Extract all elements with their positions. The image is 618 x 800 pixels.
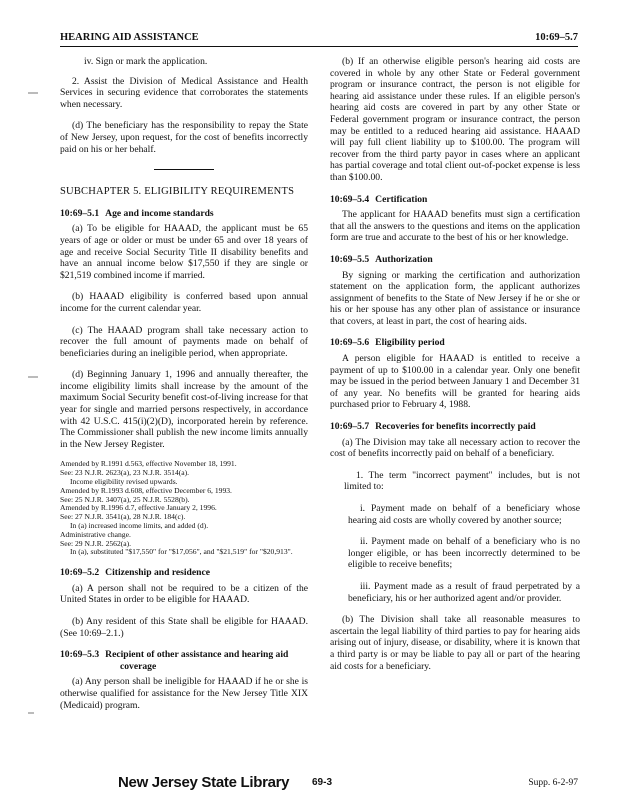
section-title: Authorization — [375, 253, 433, 265]
paragraph-5-7-b: (b) The Division shall take all reasonable measures to ascertain the legal liability of third parties to pay for hearing aids arising out of injury, disease, or disability, where it is known that a third party is or may be liable to pay all or part of the hearing aid costs for a beneficiary. — [330, 614, 580, 672]
page-number: 69-3 — [312, 777, 333, 788]
section-number: 10:69–5.6 — [330, 337, 370, 349]
paragraph-5-5: By signing or marking the certification and authorization statement on the application form, the applicant authorizes assignment of benefits to the State of New Jersey if he or she or his or her spouse has any other plan of assistance or insurance that covers, at least in part, the cost of hearing aids. — [330, 269, 580, 327]
note-line: In (a), substituted "$17,550" for "$17,056", and "$21,519" for "$20,913". — [70, 547, 293, 557]
section-heading-5-1 — [60, 208, 308, 220]
header-section-number: 10:69–5.7 — [535, 32, 578, 43]
paragraph-5-7-a: (a) The Division may take all necessary action to recover the cost of benefits incorrectly paid on behalf of a beneficiary. — [330, 436, 580, 460]
scan-mark — [28, 712, 34, 714]
section-number: 10:69–5.5 — [330, 253, 370, 265]
paragraph-5-7-iii: iii. Payment made as a result of fraud perpetrated by a beneficiary, his or her authorized agent and/or provider. — [348, 580, 580, 604]
section-title: Certification — [375, 193, 428, 205]
section-number: 10:69–5.1 — [60, 207, 100, 219]
paragraph-5-4: The applicant for HAAAD benefits must sign a certification that all the answers to the questions and items on the application form are true and accurate to the best of his or her knowledge. — [330, 209, 580, 244]
header-title: HEARING AID ASSISTANCE — [60, 32, 199, 43]
section-number: 10:69–5.2 — [60, 567, 100, 579]
paragraph-d: (d) The beneficiary has the responsibility to repay the State of New Jersey, upon request, for the cost of benefits incorrectly paid on his or her behalf. — [60, 120, 308, 155]
section-heading-5-7 — [330, 421, 580, 433]
left-column — [60, 56, 308, 721]
section-heading-5-4 — [330, 194, 580, 206]
paragraph-5-2-a: (a) A person shall not be required to be a citizen of the United States in order to be eligible for HAAAD. — [60, 582, 308, 606]
note-line: Administrative change. — [60, 529, 131, 539]
section-title: Citizenship and residence — [105, 567, 211, 579]
note-line: Amended by R.1993 d.608, effective December 6, 1993. — [60, 485, 232, 495]
running-header — [60, 30, 578, 47]
paragraph-5-1-d: (d) Beginning January 1, 1996 and annually thereafter, the income eligibility limits shall increase by the amount of the maximum Social Security benefit cost-of-living increase for that year for single and married persons respectively, in accordance with 42 U.S.C. 415(i)(2)(D), incorporated herein by reference. The Commissioner shall publish the new income limits annually in the New Jersey Register. — [60, 369, 308, 450]
paragraph-5-6: A person eligible for HAAAD is entitled to receive a payment of up to $100.00 in a calendar year. Only one benefit may be issued in the period between January 1 and December 31 of any year. No benefits will be granted for hearing aids purchased prior to February 4, 1988. — [330, 353, 580, 411]
library-logo: New Jersey State Library — [118, 774, 290, 791]
section-number: 10:69–5.3 — [60, 649, 100, 661]
note-line: See: 29 N.J.R. 2562(a). — [60, 538, 132, 548]
paragraph-5-3-a: (a) Any person shall be ineligible for HAAAD if he or she is otherwise qualified for assistance for the New Jersey Title XIX (Medicaid) program. — [60, 676, 308, 711]
section-divider — [154, 169, 214, 170]
section-title: Recoveries for benefits incorrectly paid — [375, 421, 536, 433]
section-heading-5-3 — [60, 649, 308, 672]
section-title: Eligibility period — [375, 337, 445, 349]
section-heading-5-6 — [330, 337, 580, 349]
paragraph-2: 2. Assist the Division of Medical Assistance and Health Services in securing evidence that corroborates the statements when necessary. — [60, 75, 308, 110]
paragraph-5-1-b: (b) HAAAD eligibility is conferred based upon annual income for the current calendar year. — [60, 291, 308, 314]
right-column — [330, 56, 580, 682]
note-line: Income eligibility revised upwards. — [70, 477, 178, 487]
section-heading-5-5 — [330, 254, 580, 266]
section-heading-5-2 — [60, 567, 308, 579]
note-line: See: 25 N.J.R. 3407(a), 25 N.J.R. 5528(b). — [60, 494, 190, 504]
paragraph-5-2-b: (b) Any resident of this State shall be eligible for HAAAD. (See 10:69–2.1.) — [60, 615, 308, 639]
supplement-date: Supp. 6-2-97 — [528, 778, 578, 788]
paragraph-5-7-i: i. Payment made on behalf of a beneficiary whose hearing aid costs are wholly covered by another source; — [348, 503, 580, 526]
paragraph-5-3-b: (b) If an otherwise eligible person's hearing aid costs are covered in whole by any other State or Federal government program or insurance contract, the person is not eligible for hearing aid assistance under these rules. If an eligible person's hearing aid costs are covered in part by any other State or Federal government program or insurance contract, the person may be entitled to a reduced hearing aid assistance. HAAAD will pay full client liability up to $100.00. The program will recover from the third party payor in cases where an applicant has partial coverage and total client out-of-pocket expense is less than $100.00. — [330, 56, 580, 183]
paragraph-5-7-1: 1. The term "incorrect payment" includes, but is not limited to: — [344, 469, 580, 493]
scan-mark — [28, 376, 38, 378]
note-line: In (a) increased income limits, and added (d). — [70, 521, 209, 531]
section-title: Recipient of other assistance and hearing aid coverage — [105, 649, 289, 672]
subchapter-heading: SUBCHAPTER 5. ELIGIBILITY REQUIREMENTS — [60, 186, 295, 198]
paragraph-5-1-c: (c) The HAAAD program shall take necessary action to recover the full amount of payments made on behalf of beneficiaries during an ineligible period, when appropriate. — [60, 324, 308, 359]
page-footer — [60, 774, 578, 792]
note-line: See: 27 N.J.R. 3541(a), 28 N.J.R. 184(c). — [60, 512, 186, 522]
section-number: 10:69–5.7 — [330, 421, 370, 433]
paragraph-5-7-ii: ii. Payment made on behalf of a beneficiary who is no longer eligible, or has been incorrectly determined to be eligible to receive benefits; — [348, 536, 580, 571]
note-line: Amended by R.1996 d.7, effective January 2, 1996. — [60, 503, 217, 513]
amendment-notes — [60, 460, 308, 557]
paragraph-iv: iv. Sign or mark the application. — [84, 56, 208, 67]
scan-mark — [28, 92, 38, 94]
section-title: Age and income standards — [105, 207, 214, 219]
section-number: 10:69–5.4 — [330, 193, 370, 205]
note-line: Amended by R.1991 d.563, effective November 18, 1991. — [60, 459, 237, 469]
paragraph-5-1-a: (a) To be eligible for HAAAD, the applicant must be 65 years of age or older or must be under 65 and over 18 years of age and receive Social Security Title II disability benefits and have an annual income below $17,550 if they are single or $21,519 combined income if married. — [60, 223, 308, 281]
note-line: See: 23 N.J.R. 2623(a), 23 N.J.R. 3514(a). — [60, 468, 190, 478]
